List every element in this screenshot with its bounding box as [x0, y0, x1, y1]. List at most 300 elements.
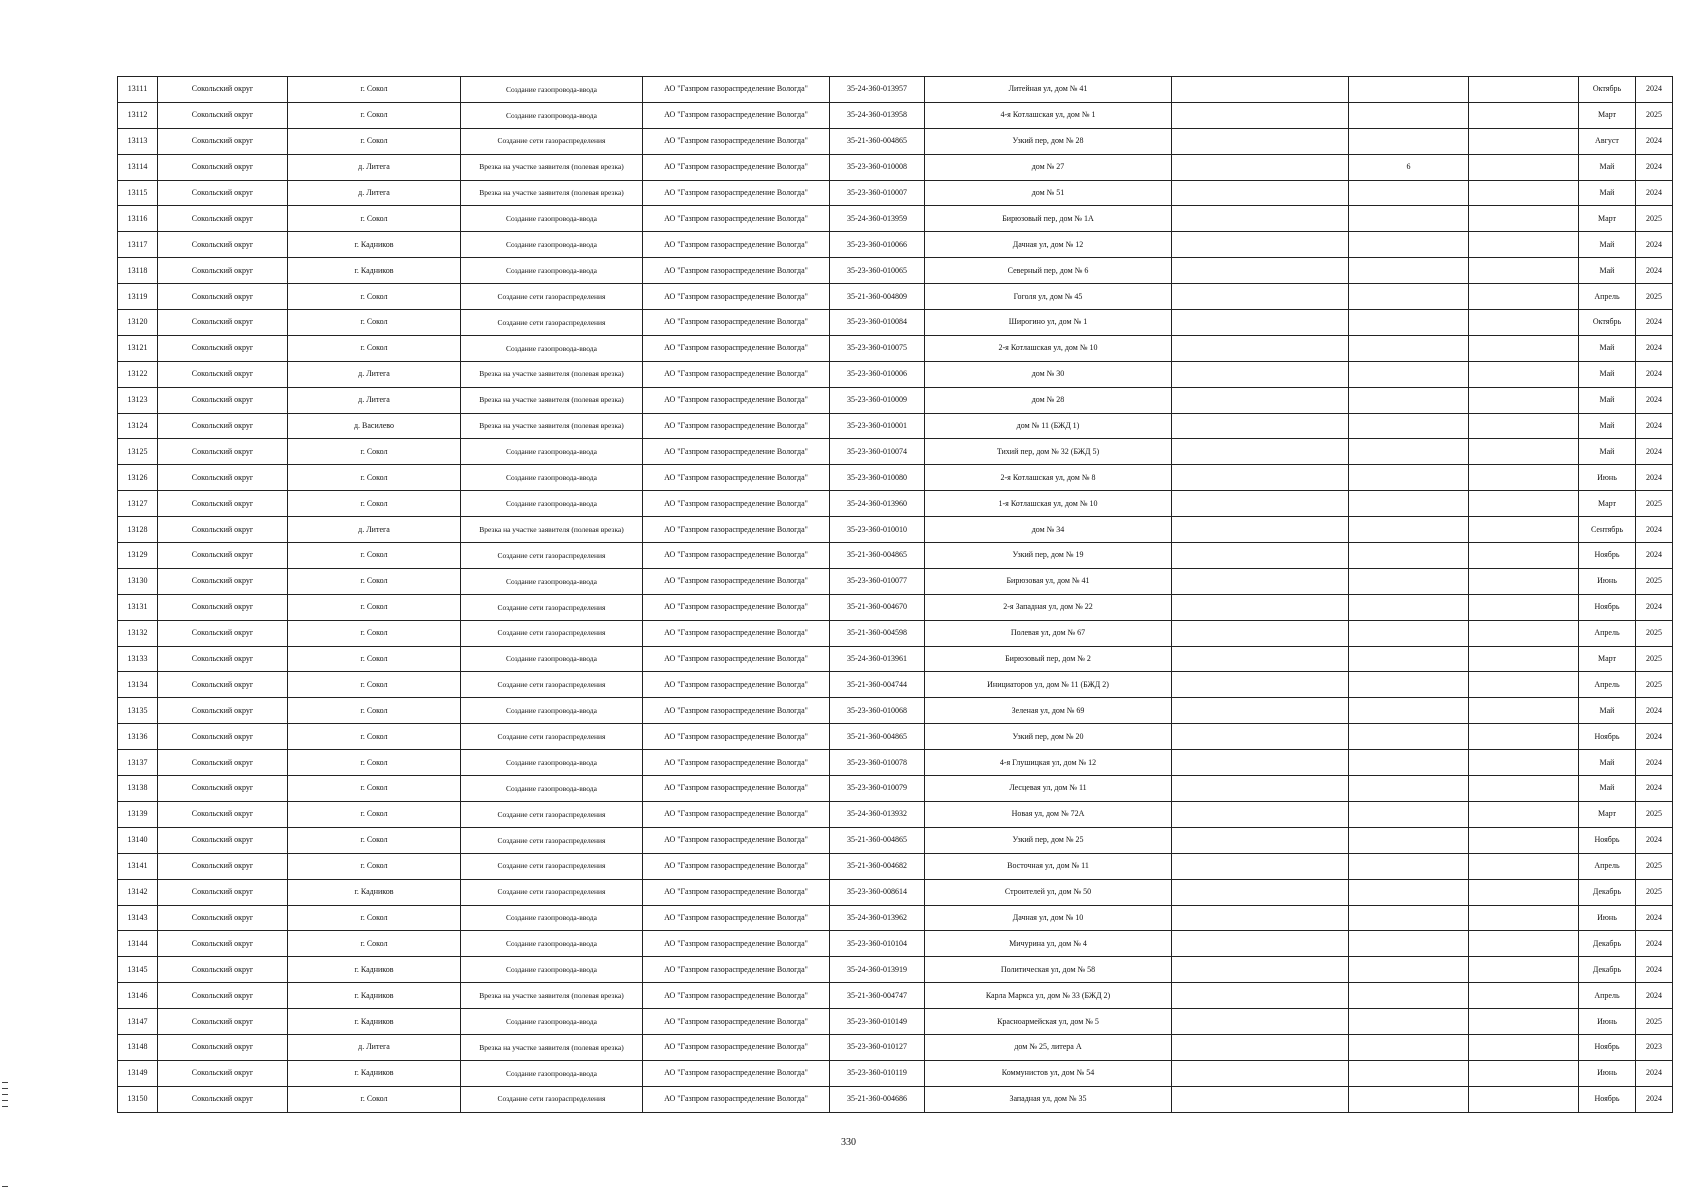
cell-address: Широгино ул, дом № 1: [925, 310, 1172, 336]
cell-settlement: г. Сокол: [288, 776, 461, 802]
cell-settlement: г. Сокол: [288, 439, 461, 465]
cell-extra-1: [1172, 1086, 1349, 1112]
cell-address: Тихий пер, дом № 32 (БЖД 5): [925, 439, 1172, 465]
cell-settlement: г. Сокол: [288, 491, 461, 517]
cell-extra-3: [1469, 776, 1579, 802]
cell-year: 2024: [1636, 413, 1673, 439]
cell-extra-1: [1172, 543, 1349, 569]
cell-registry-number: 35-24-360-013958: [830, 102, 925, 128]
cell-work-type: Создание газопровода-ввода: [461, 750, 643, 776]
cell-organization: АО "Газпром газораспределение Вологда": [643, 646, 830, 672]
cell-extra-1: [1172, 698, 1349, 724]
cell-settlement: г. Сокол: [288, 284, 461, 310]
cell-address: Лесцевая ул, дом № 11: [925, 776, 1172, 802]
cell-month: Август: [1579, 128, 1636, 154]
table-row: [118, 387, 1673, 413]
cell-month: Май: [1579, 387, 1636, 413]
cell-extra-3: [1469, 568, 1579, 594]
cell-registry-number: 35-21-360-004865: [830, 543, 925, 569]
cell-address: Западная ул, дом № 35: [925, 1086, 1172, 1112]
cell-district: Сокольский округ: [158, 491, 288, 517]
cell-extra-2: [1349, 491, 1469, 517]
cell-year: 2024: [1636, 1086, 1673, 1112]
cell-row-number: 13127: [118, 491, 158, 517]
cell-registry-number: 35-24-360-013959: [830, 206, 925, 232]
cell-extra-2: [1349, 361, 1469, 387]
cell-row-number: 13133: [118, 646, 158, 672]
cell-organization: АО "Газпром газораспределение Вологда": [643, 413, 830, 439]
cell-organization: АО "Газпром газораспределение Вологда": [643, 128, 830, 154]
cell-organization: АО "Газпром газораспределение Вологда": [643, 879, 830, 905]
cell-address: дом № 11 (БЖД 1): [925, 413, 1172, 439]
cell-year: 2025: [1636, 491, 1673, 517]
table-row: [118, 879, 1673, 905]
cell-extra-1: [1172, 310, 1349, 336]
cell-month: Ноябрь: [1579, 724, 1636, 750]
cell-district: Сокольский округ: [158, 879, 288, 905]
cell-settlement: г. Сокол: [288, 672, 461, 698]
cell-extra-2: [1349, 310, 1469, 336]
cell-year: 2025: [1636, 672, 1673, 698]
cell-work-type: Врезка на участке заявителя (полевая врезка): [461, 154, 643, 180]
cell-district: Сокольский округ: [158, 284, 288, 310]
cell-work-type: Создание сети газораспределения: [461, 620, 643, 646]
cell-address: Карла Маркса ул, дом № 33 (БЖД 2): [925, 983, 1172, 1009]
cell-row-number: 13150: [118, 1086, 158, 1112]
cell-extra-2: [1349, 543, 1469, 569]
cell-row-number: 13132: [118, 620, 158, 646]
cell-organization: АО "Газпром газораспределение Вологда": [643, 1086, 830, 1112]
cell-year: 2025: [1636, 620, 1673, 646]
cell-month: Ноябрь: [1579, 1034, 1636, 1060]
cell-row-number: 13145: [118, 957, 158, 983]
cell-extra-2: [1349, 957, 1469, 983]
cell-address: Узкий пер, дом № 20: [925, 724, 1172, 750]
cell-district: Сокольский округ: [158, 361, 288, 387]
cell-district: Сокольский округ: [158, 206, 288, 232]
table-row: [118, 957, 1673, 983]
cell-extra-1: [1172, 568, 1349, 594]
cell-row-number: 13125: [118, 439, 158, 465]
cell-district: Сокольский округ: [158, 1060, 288, 1086]
cell-year: 2024: [1636, 387, 1673, 413]
cell-district: Сокольский округ: [158, 776, 288, 802]
table-row: [118, 801, 1673, 827]
cell-extra-3: [1469, 957, 1579, 983]
cell-extra-3: [1469, 258, 1579, 284]
cell-row-number: 13121: [118, 335, 158, 361]
cell-extra-1: [1172, 801, 1349, 827]
cell-work-type: Создание сети газораспределения: [461, 801, 643, 827]
cell-extra-3: [1469, 646, 1579, 672]
cell-extra-3: [1469, 1009, 1579, 1035]
cell-row-number: 13135: [118, 698, 158, 724]
cell-address: Литейная ул, дом № 41: [925, 77, 1172, 103]
cell-address: 1-я Котлашская ул, дом № 10: [925, 491, 1172, 517]
cell-extra-3: [1469, 724, 1579, 750]
cell-year: 2025: [1636, 646, 1673, 672]
cell-extra-1: [1172, 128, 1349, 154]
cell-settlement: г. Кадников: [288, 879, 461, 905]
cell-registry-number: 35-24-360-013957: [830, 77, 925, 103]
cell-work-type: Врезка на участке заявителя (полевая врезка): [461, 180, 643, 206]
cell-extra-3: [1469, 206, 1579, 232]
table-row: [118, 1086, 1673, 1112]
cell-registry-number: 35-24-360-013919: [830, 957, 925, 983]
cell-settlement: г. Кадников: [288, 983, 461, 1009]
cell-address: дом № 27: [925, 154, 1172, 180]
cell-row-number: 13118: [118, 258, 158, 284]
cell-extra-1: [1172, 724, 1349, 750]
cell-month: Июнь: [1579, 905, 1636, 931]
cell-registry-number: 35-23-360-010104: [830, 931, 925, 957]
cell-registry-number: 35-23-360-010084: [830, 310, 925, 336]
table-row: [118, 232, 1673, 258]
cell-settlement: г. Сокол: [288, 853, 461, 879]
cell-organization: АО "Газпром газораспределение Вологда": [643, 310, 830, 336]
cell-month: Апрель: [1579, 620, 1636, 646]
cell-address: 2-я Западная ул, дом № 22: [925, 594, 1172, 620]
cell-registry-number: 35-23-360-010078: [830, 750, 925, 776]
cell-district: Сокольский округ: [158, 698, 288, 724]
table-row: [118, 413, 1673, 439]
cell-extra-3: [1469, 361, 1579, 387]
cell-extra-1: [1172, 905, 1349, 931]
table-row: [118, 517, 1673, 543]
cell-district: Сокольский округ: [158, 102, 288, 128]
cell-extra-3: [1469, 154, 1579, 180]
cell-registry-number: 35-24-360-013960: [830, 491, 925, 517]
cell-work-type: Создание сети газораспределения: [461, 724, 643, 750]
cell-organization: АО "Газпром газораспределение Вологда": [643, 1060, 830, 1086]
cell-month: Май: [1579, 180, 1636, 206]
cell-month: Октябрь: [1579, 77, 1636, 103]
cell-district: Сокольский округ: [158, 439, 288, 465]
cell-year: 2025: [1636, 879, 1673, 905]
cell-extra-2: [1349, 672, 1469, 698]
cell-year: 2024: [1636, 310, 1673, 336]
cell-month: Март: [1579, 646, 1636, 672]
cell-extra-1: [1172, 1034, 1349, 1060]
margin-mark: [2, 1088, 8, 1089]
cell-district: Сокольский округ: [158, 387, 288, 413]
cell-address: Мичурина ул, дом № 4: [925, 931, 1172, 957]
cell-settlement: г. Сокол: [288, 543, 461, 569]
cell-work-type: Создание сети газораспределения: [461, 879, 643, 905]
cell-registry-number: 35-21-360-004865: [830, 827, 925, 853]
cell-work-type: Создание газопровода-ввода: [461, 776, 643, 802]
cell-row-number: 13141: [118, 853, 158, 879]
cell-organization: АО "Газпром газораспределение Вологда": [643, 102, 830, 128]
cell-organization: АО "Газпром газораспределение Вологда": [643, 672, 830, 698]
cell-extra-2: [1349, 1060, 1469, 1086]
cell-settlement: г. Сокол: [288, 620, 461, 646]
cell-registry-number: 35-21-360-004744: [830, 672, 925, 698]
cell-organization: АО "Газпром газораспределение Вологда": [643, 284, 830, 310]
cell-extra-2: [1349, 698, 1469, 724]
cell-organization: АО "Газпром газораспределение Вологда": [643, 594, 830, 620]
cell-month: Май: [1579, 154, 1636, 180]
cell-row-number: 13131: [118, 594, 158, 620]
cell-extra-1: [1172, 827, 1349, 853]
cell-registry-number: 35-24-360-013961: [830, 646, 925, 672]
cell-settlement: г. Сокол: [288, 801, 461, 827]
cell-extra-1: [1172, 750, 1349, 776]
cell-address: Коммунистов ул, дом № 54: [925, 1060, 1172, 1086]
cell-registry-number: 35-23-360-010010: [830, 517, 925, 543]
cell-extra-1: [1172, 361, 1349, 387]
cell-extra-1: [1172, 206, 1349, 232]
cell-address: Бирюзовая ул, дом № 41: [925, 568, 1172, 594]
cell-year: 2024: [1636, 439, 1673, 465]
cell-address: Политическая ул, дом № 58: [925, 957, 1172, 983]
cell-extra-1: [1172, 1060, 1349, 1086]
cell-district: Сокольский округ: [158, 180, 288, 206]
cell-district: Сокольский округ: [158, 931, 288, 957]
cell-address: дом № 51: [925, 180, 1172, 206]
cell-extra-3: [1469, 672, 1579, 698]
cell-extra-1: [1172, 620, 1349, 646]
cell-work-type: Врезка на участке заявителя (полевая врезка): [461, 1034, 643, 1060]
table-row: [118, 180, 1673, 206]
table-row: [118, 361, 1673, 387]
cell-district: Сокольский округ: [158, 310, 288, 336]
cell-work-type: Создание сети газораспределения: [461, 1086, 643, 1112]
cell-row-number: 13119: [118, 284, 158, 310]
cell-row-number: 13124: [118, 413, 158, 439]
cell-extra-2: [1349, 284, 1469, 310]
cell-row-number: 13112: [118, 102, 158, 128]
cell-organization: АО "Газпром газораспределение Вологда": [643, 335, 830, 361]
cell-district: Сокольский округ: [158, 853, 288, 879]
cell-row-number: 13122: [118, 361, 158, 387]
cell-extra-1: [1172, 776, 1349, 802]
cell-registry-number: 35-23-360-010077: [830, 568, 925, 594]
cell-year: 2024: [1636, 905, 1673, 931]
cell-registry-number: 35-21-360-004670: [830, 594, 925, 620]
cell-extra-1: [1172, 284, 1349, 310]
cell-row-number: 13136: [118, 724, 158, 750]
cell-work-type: Создание газопровода-ввода: [461, 698, 643, 724]
cell-extra-1: [1172, 77, 1349, 103]
cell-month: Май: [1579, 698, 1636, 724]
cell-settlement: д. Василево: [288, 413, 461, 439]
cell-organization: АО "Газпром газораспределение Вологда": [643, 206, 830, 232]
cell-year: 2023: [1636, 1034, 1673, 1060]
table-row: [118, 620, 1673, 646]
table-row: [118, 672, 1673, 698]
table-row: [118, 465, 1673, 491]
cell-year: 2024: [1636, 1060, 1673, 1086]
cell-settlement: г. Кадников: [288, 258, 461, 284]
cell-extra-1: [1172, 879, 1349, 905]
cell-extra-1: [1172, 491, 1349, 517]
cell-month: Март: [1579, 801, 1636, 827]
cell-extra-2: [1349, 594, 1469, 620]
cell-year: 2025: [1636, 801, 1673, 827]
cell-settlement: г. Сокол: [288, 206, 461, 232]
cell-registry-number: 35-23-360-010001: [830, 413, 925, 439]
cell-registry-number: 35-23-360-010066: [830, 232, 925, 258]
table-row: [118, 1060, 1673, 1086]
cell-work-type: Создание газопровода-ввода: [461, 1060, 643, 1086]
cell-extra-3: [1469, 620, 1579, 646]
cell-month: Апрель: [1579, 853, 1636, 879]
cell-registry-number: 35-23-360-010008: [830, 154, 925, 180]
cell-organization: АО "Газпром газораспределение Вологда": [643, 465, 830, 491]
cell-registry-number: 35-23-360-010079: [830, 776, 925, 802]
cell-extra-1: [1172, 646, 1349, 672]
cell-extra-2: [1349, 568, 1469, 594]
cell-address: 2-я Котлашская ул, дом № 10: [925, 335, 1172, 361]
cell-row-number: 13120: [118, 310, 158, 336]
cell-extra-1: [1172, 387, 1349, 413]
cell-extra-2: [1349, 1009, 1469, 1035]
cell-work-type: Создание газопровода-ввода: [461, 646, 643, 672]
cell-work-type: Создание газопровода-ввода: [461, 957, 643, 983]
cell-extra-2: [1349, 1034, 1469, 1060]
cell-extra-3: [1469, 543, 1579, 569]
table-row: [118, 776, 1673, 802]
cell-month: Июнь: [1579, 1060, 1636, 1086]
cell-work-type: Создание сети газораспределения: [461, 543, 643, 569]
cell-work-type: Создание сети газораспределения: [461, 853, 643, 879]
cell-settlement: г. Сокол: [288, 905, 461, 931]
cell-extra-3: [1469, 801, 1579, 827]
cell-row-number: 13115: [118, 180, 158, 206]
table-row: [118, 439, 1673, 465]
cell-district: Сокольский округ: [158, 543, 288, 569]
cell-work-type: Создание сети газораспределения: [461, 594, 643, 620]
table-row: [118, 827, 1673, 853]
cell-extra-3: [1469, 517, 1579, 543]
cell-row-number: 13137: [118, 750, 158, 776]
cell-settlement: г. Сокол: [288, 646, 461, 672]
cell-year: 2024: [1636, 465, 1673, 491]
cell-district: Сокольский округ: [158, 128, 288, 154]
cell-year: 2024: [1636, 258, 1673, 284]
table-row: [118, 102, 1673, 128]
cell-organization: АО "Газпром газораспределение Вологда": [643, 491, 830, 517]
table-row: [118, 646, 1673, 672]
cell-row-number: 13113: [118, 128, 158, 154]
cell-organization: АО "Газпром газораспределение Вологда": [643, 698, 830, 724]
cell-row-number: 13134: [118, 672, 158, 698]
cell-extra-3: [1469, 1086, 1579, 1112]
table-row: [118, 905, 1673, 931]
cell-year: 2024: [1636, 232, 1673, 258]
cell-settlement: г. Сокол: [288, 594, 461, 620]
cell-district: Сокольский округ: [158, 413, 288, 439]
cell-month: Май: [1579, 776, 1636, 802]
cell-extra-2: [1349, 413, 1469, 439]
margin-mark: [2, 1186, 8, 1187]
cell-settlement: г. Сокол: [288, 465, 461, 491]
cell-work-type: Создание газопровода-ввода: [461, 206, 643, 232]
cell-settlement: г. Сокол: [288, 931, 461, 957]
cell-address: дом № 25, литера А: [925, 1034, 1172, 1060]
cell-month: Сентябрь: [1579, 517, 1636, 543]
cell-work-type: Создание газопровода-ввода: [461, 1009, 643, 1035]
cell-settlement: г. Сокол: [288, 128, 461, 154]
cell-extra-2: [1349, 905, 1469, 931]
cell-extra-1: [1172, 232, 1349, 258]
cell-extra-2: [1349, 750, 1469, 776]
cell-extra-2: [1349, 983, 1469, 1009]
cell-extra-3: [1469, 439, 1579, 465]
cell-work-type: Создание газопровода-ввода: [461, 77, 643, 103]
cell-settlement: г. Сокол: [288, 77, 461, 103]
cell-year: 2024: [1636, 77, 1673, 103]
cell-month: Май: [1579, 361, 1636, 387]
cell-extra-3: [1469, 413, 1579, 439]
cell-row-number: 13116: [118, 206, 158, 232]
margin-mark: [2, 1082, 8, 1083]
cell-year: 2025: [1636, 1009, 1673, 1035]
table-row: [118, 594, 1673, 620]
cell-row-number: 13138: [118, 776, 158, 802]
cell-work-type: Создание газопровода-ввода: [461, 439, 643, 465]
table-row: [118, 931, 1673, 957]
cell-settlement: г. Сокол: [288, 698, 461, 724]
cell-settlement: д. Литега: [288, 517, 461, 543]
cell-row-number: 13117: [118, 232, 158, 258]
cell-extra-3: [1469, 77, 1579, 103]
cell-extra-2: [1349, 1086, 1469, 1112]
cell-work-type: Создание газопровода-ввода: [461, 491, 643, 517]
cell-month: Октябрь: [1579, 310, 1636, 336]
cell-extra-3: [1469, 879, 1579, 905]
cell-registry-number: 35-23-360-010074: [830, 439, 925, 465]
cell-row-number: 13130: [118, 568, 158, 594]
cell-district: Сокольский округ: [158, 1086, 288, 1112]
cell-work-type: Создание газопровода-ввода: [461, 905, 643, 931]
cell-extra-2: [1349, 335, 1469, 361]
cell-district: Сокольский округ: [158, 672, 288, 698]
table-row: [118, 491, 1673, 517]
cell-organization: АО "Газпром газораспределение Вологда": [643, 983, 830, 1009]
cell-extra-3: [1469, 465, 1579, 491]
cell-month: Май: [1579, 439, 1636, 465]
cell-registry-number: 35-21-360-004865: [830, 724, 925, 750]
cell-extra-3: [1469, 232, 1579, 258]
cell-registry-number: 35-23-360-010119: [830, 1060, 925, 1086]
cell-registry-number: 35-24-360-013932: [830, 801, 925, 827]
cell-address: Строителей ул, дом № 50: [925, 879, 1172, 905]
cell-extra-2: [1349, 128, 1469, 154]
cell-organization: АО "Газпром газораспределение Вологда": [643, 517, 830, 543]
cell-district: Сокольский округ: [158, 750, 288, 776]
cell-address: 4-я Глушицкая ул, дом № 12: [925, 750, 1172, 776]
cell-year: 2024: [1636, 776, 1673, 802]
cell-organization: АО "Газпром газораспределение Вологда": [643, 1034, 830, 1060]
cell-settlement: г. Сокол: [288, 750, 461, 776]
cell-extra-3: [1469, 335, 1579, 361]
cell-address: Инициаторов ул, дом № 11 (БЖД 2): [925, 672, 1172, 698]
cell-district: Сокольский округ: [158, 258, 288, 284]
cell-month: Апрель: [1579, 672, 1636, 698]
cell-work-type: Создание сети газораспределения: [461, 284, 643, 310]
cell-address: Зеленая ул, дом № 69: [925, 698, 1172, 724]
table-row: [118, 724, 1673, 750]
cell-registry-number: 35-21-360-004598: [830, 620, 925, 646]
cell-month: Июнь: [1579, 568, 1636, 594]
cell-organization: АО "Газпром газораспределение Вологда": [643, 77, 830, 103]
cell-organization: АО "Газпром газораспределение Вологда": [643, 905, 830, 931]
cell-settlement: г. Сокол: [288, 310, 461, 336]
cell-organization: АО "Газпром газораспределение Вологда": [643, 154, 830, 180]
cell-extra-3: [1469, 1060, 1579, 1086]
